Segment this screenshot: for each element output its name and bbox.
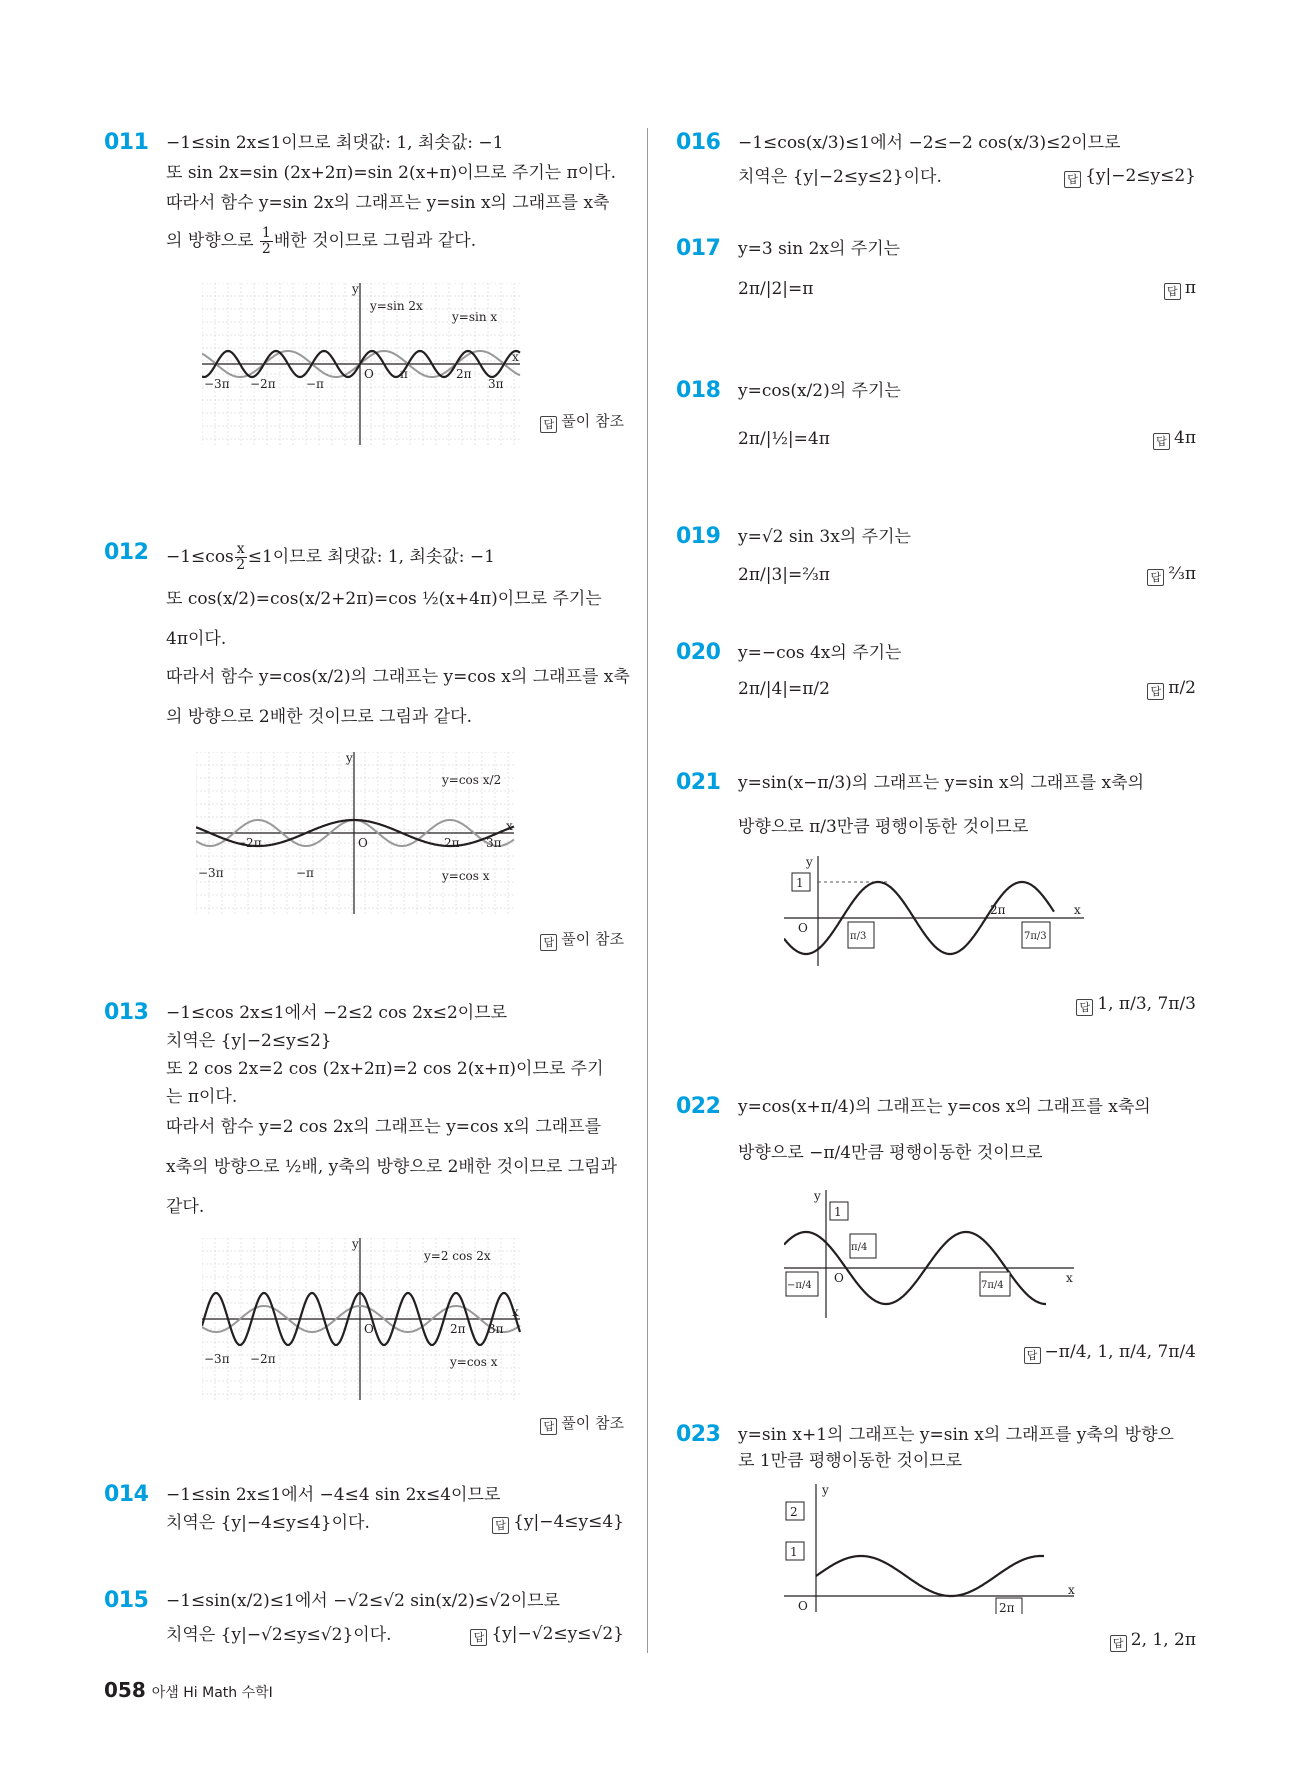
answer-mark-icon: 답 (1110, 1635, 1127, 1652)
solution-line: −1≤sin 2x≤1에서 −4≤4 sin 2x≤4이므로 (166, 1485, 501, 1505)
y-axis-label: y (352, 283, 359, 296)
box-label: 1 (790, 1545, 798, 1559)
tick-label: 2π (990, 903, 1006, 917)
curve-label: y=sin x (452, 310, 498, 324)
answer: 답 풀이 참조 (540, 410, 624, 433)
origin-label: O (358, 836, 368, 850)
svg-text:3π: 3π (486, 836, 502, 850)
solution-line: −1≤sin(x/2)≤1에서 −√2≤√2 sin(x/2)≤√2이므로 (166, 1591, 560, 1611)
solution-line: 로 1만큼 평행이동한 것이므로 (738, 1451, 963, 1471)
solution-line: −1≤sin 2x≤1이므로 최댓값: 1, 최솟값: −1 (166, 133, 504, 153)
problem-number: 023 (676, 1422, 721, 1447)
origin-label: O (364, 1322, 374, 1336)
x-axis-label: x (1074, 903, 1081, 917)
column-divider (647, 128, 648, 1653)
solution-line: −1≤cos(x/3)≤1에서 −2≤−2 cos(x/3)≤2이므로 (738, 133, 1121, 153)
solution-line: 의 방향으로 $\frac{1}{2}$ 배한 것이므로 그림과 같다. (166, 225, 477, 257)
problem-number: 011 (104, 130, 149, 155)
y-axis-label: y (822, 1484, 829, 1497)
answer: 답 풀이 참조 (540, 1412, 624, 1435)
svg-text:2π: 2π (450, 1322, 466, 1336)
answer-mark-icon: 답 (1147, 683, 1164, 700)
answer-mark-icon: 답 (540, 1418, 557, 1435)
solution-line: 2π/|2|=π (738, 279, 814, 299)
solution-line: 치역은 {y|−√2≤y≤√2}이다. (166, 1625, 392, 1645)
y-axis-label: y (352, 1238, 359, 1251)
answer: 답 1, π/3, 7π/3 (1076, 994, 1196, 1016)
graph-cos-shift (784, 1190, 1084, 1320)
graph-sin-shift (784, 856, 1094, 976)
curve-label: y=cos x (442, 869, 490, 883)
solution-line: 따라서 함수 y=sin 2x의 그래프는 y=sin x의 그래프를 x축 (166, 193, 610, 213)
answer: 답 π (1164, 278, 1196, 300)
svg-text:3π: 3π (488, 377, 504, 391)
solution-line: 또 sin 2x=sin (2x+2π)=sin 2(x+π)이므로 주기는 π이다. (166, 163, 617, 183)
y-axis-label: y (346, 752, 353, 765)
answer: 답 {y|−4≤y≤4} (492, 1512, 624, 1534)
box-label: 2π (999, 1601, 1015, 1614)
solution-line: 또 cos(x/2)=cos(x/2+2π)=cos ½(x+4π)이므로 주기는 (166, 589, 602, 609)
origin-label: O (364, 367, 374, 381)
problem-number: 012 (104, 540, 149, 565)
solution-line: y=cos(x+π/4)의 그래프는 y=cos x의 그래프를 x축의 (738, 1097, 1151, 1117)
solution-line: 치역은 {y|−2≤y≤2}이다. (738, 167, 942, 187)
x-axis-label: x (1066, 1271, 1073, 1285)
solution-line: x축의 방향으로 ½배, y축의 방향으로 2배한 것이므로 그림과 (166, 1157, 617, 1177)
graph-sin2x (202, 283, 522, 445)
problem-number: 022 (676, 1094, 721, 1119)
box-label: 1 (796, 876, 804, 890)
solution-line: 치역은 {y|−4≤y≤4}이다. (166, 1513, 370, 1533)
answer-mark-icon: 답 (540, 934, 557, 951)
solution-line: y=3 sin 2x의 주기는 (738, 239, 901, 259)
solution-line: 치역은 {y|−2≤y≤2} (166, 1031, 332, 1051)
svg-text:π: π (400, 367, 408, 381)
solution-line: y=cos(x/2)의 주기는 (738, 381, 901, 401)
answer-mark-icon: 답 (492, 1517, 509, 1534)
solution-line: 2π/|3|=⅔π (738, 565, 830, 585)
box-label: π/4 (851, 1242, 868, 1253)
answer-mark-icon: 답 (1153, 433, 1170, 450)
problem-number: 017 (676, 236, 721, 261)
svg-text:−3π: −3π (204, 1352, 230, 1366)
x-axis-label: x (512, 350, 519, 364)
curve-label: y=sin 2x (370, 299, 423, 313)
svg-text:−π: −π (306, 377, 324, 391)
solution-line: 2π/|½|=4π (738, 429, 830, 449)
svg-text:−2π: −2π (250, 1352, 276, 1366)
box-label: 7π/4 (981, 1280, 1004, 1291)
x-axis-label: x (1068, 1583, 1075, 1597)
answer: 답 π/2 (1147, 678, 1196, 700)
problem-number: 015 (104, 1588, 149, 1613)
solution-line: 는 π이다. (166, 1087, 238, 1107)
answer-mark-icon: 답 (540, 416, 557, 433)
solution-line: 2π/|4|=π/2 (738, 679, 830, 699)
box-label: 2 (790, 1505, 798, 1519)
problem-number: 019 (676, 524, 721, 549)
answer-mark-icon: 답 (470, 1629, 487, 1646)
solution-line: 또 2 cos 2x=2 cos (2x+2π)=2 cos 2(x+π)이므로 주기 (166, 1059, 604, 1079)
y-axis-label: y (806, 856, 813, 869)
answer-mark-icon: 답 (1147, 569, 1164, 586)
answer: 답 −π/4, 1, π/4, 7π/4 (1024, 1342, 1196, 1364)
problem-number: 014 (104, 1482, 149, 1507)
answer: 답 {y|−2≤y≤2} (1064, 166, 1196, 188)
box-label: −π/4 (787, 1280, 812, 1291)
solution-line: y=−cos 4x의 주기는 (738, 643, 902, 663)
answer-mark-icon: 답 (1164, 283, 1181, 300)
solution-line: −1≤cos $\frac{x}{2}$ ≤1이므로 최댓값: 1, 최솟값: −1 (166, 541, 495, 573)
graph-cos-half-x (196, 752, 516, 914)
svg-text:3π: 3π (488, 1322, 504, 1336)
answer: 답 풀이 참조 (540, 928, 624, 951)
curve-label: y=cos x/2 (442, 773, 502, 787)
problem-number: 021 (676, 770, 721, 795)
answer-mark-icon: 답 (1076, 999, 1093, 1016)
solution-line: 같다. (166, 1197, 205, 1217)
x-axis-label: x (512, 1305, 519, 1319)
problem-number: 013 (104, 1000, 149, 1025)
solution-line: 4π이다. (166, 629, 227, 649)
page-footer (104, 1678, 273, 1702)
answer: 답 {y|−√2≤y≤√2} (470, 1624, 624, 1646)
answer: 답 4π (1153, 428, 1196, 450)
solution-line: 방향으로 π/3만큼 평행이동한 것이므로 (738, 817, 1029, 837)
graph-sin-plus-one (784, 1484, 1084, 1614)
x-axis-label: x (506, 819, 513, 833)
graph-2cos2x (202, 1238, 522, 1400)
solution-line: 의 방향으로 2배한 것이므로 그림과 같다. (166, 707, 472, 727)
problem-number: 020 (676, 640, 721, 665)
answer-mark-icon: 답 (1064, 171, 1081, 188)
curve-label: y=2 cos 2x (424, 1249, 491, 1263)
curve-label: y=cos x (450, 1355, 498, 1369)
svg-text:−3π: −3π (204, 377, 230, 391)
page-number: 058 (104, 1678, 146, 1702)
solution-line: −1≤cos 2x≤1에서 −2≤2 cos 2x≤2이므로 (166, 1003, 508, 1023)
solution-line: y=sin x+1의 그래프는 y=sin x의 그래프를 y축의 방향으 (738, 1425, 1174, 1445)
y-axis-label: y (814, 1190, 821, 1203)
answer: 답 2, 1, 2π (1110, 1630, 1196, 1652)
svg-text:−2π: −2π (250, 377, 276, 391)
answer-mark-icon: 답 (1024, 1347, 1041, 1364)
svg-text:2π: 2π (444, 836, 460, 850)
box-label: π/3 (850, 931, 867, 942)
origin-label: O (834, 1271, 844, 1285)
box-label: 7π/3 (1024, 931, 1047, 942)
solution-line: y=√2 sin 3x의 주기는 (738, 527, 911, 547)
solution-line: 방향으로 −π/4만큼 평행이동한 것이므로 (738, 1143, 1043, 1163)
origin-label: O (798, 1599, 808, 1613)
svg-text:−3π: −3π (198, 866, 224, 880)
origin-label: O (798, 921, 808, 935)
svg-text:2π: 2π (456, 367, 472, 381)
answer: 답 ⅔π (1147, 564, 1196, 586)
problem-number: 018 (676, 378, 721, 403)
problem-number: 016 (676, 130, 721, 155)
solution-line: y=sin(x−π/3)의 그래프는 y=sin x의 그래프를 x축의 (738, 773, 1144, 793)
solution-line: 따라서 함수 y=2 cos 2x의 그래프는 y=cos x의 그래프를 (166, 1117, 602, 1137)
svg-text:−2π: −2π (236, 836, 262, 850)
book-title: 아샘 Hi Math 수학Ⅰ (151, 1685, 273, 1701)
box-label: 1 (834, 1205, 842, 1219)
svg-text:−π: −π (296, 866, 314, 880)
solution-line: 따라서 함수 y=cos(x/2)의 그래프는 y=cos x의 그래프를 x축 (166, 667, 630, 687)
